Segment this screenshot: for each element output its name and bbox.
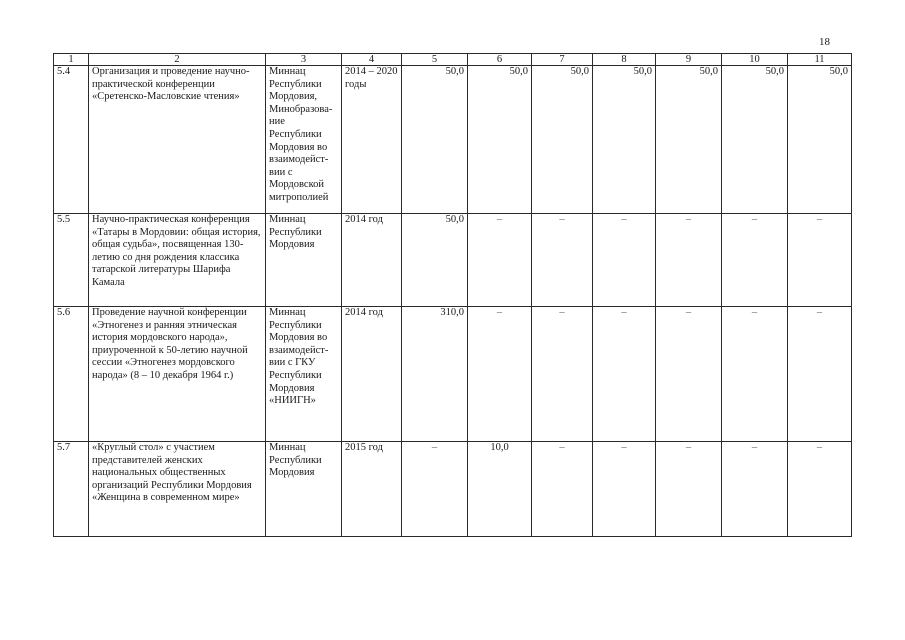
event-name: «Круглый стол» с участием представителей женских национальных общественных организаций Республики Мордовия «Женщина в современном мире» [89, 442, 266, 537]
header-cell: 9 [656, 54, 722, 66]
value-cell: 50,0 [593, 66, 656, 214]
event-name: Научно-практическая конференция «Татары в Мордовии: общая история, общая судьба», посвященная 130-летию со дня рождения классика татарской литературы Шарифа Камала [89, 214, 266, 307]
value-cell: 10,0 [468, 442, 532, 537]
period: 2014 год [342, 214, 402, 307]
table-row [54, 307, 852, 442]
period: 2014 год [342, 307, 402, 442]
value-cell: 50,0 [656, 66, 722, 214]
value-cell: – [532, 442, 593, 537]
header-cell: 8 [593, 54, 656, 66]
value-cell: – [722, 307, 788, 442]
value-cell: 50,0 [402, 214, 468, 307]
header-cell: 6 [468, 54, 532, 66]
value-cell: 50,0 [532, 66, 593, 214]
value-cell: – [656, 214, 722, 307]
header-row [54, 54, 852, 66]
value-cell: – [402, 442, 468, 537]
table-row [54, 214, 852, 307]
value-cell: – [532, 214, 593, 307]
value-cell: – [656, 307, 722, 442]
table-row [54, 66, 852, 214]
row-number: 5.7 [54, 442, 89, 537]
budget-table [53, 53, 852, 537]
event-name: Проведение научной конференции «Этногенез и ранняя этническая история мордовского народа», приуроченной к 50-летию научной сессии «Этногенез мордовского народа» (8 – 10 декабря 1964 г.) [89, 307, 266, 442]
value-cell: 50,0 [788, 66, 852, 214]
header-cell: 1 [54, 54, 89, 66]
value-cell: – [468, 307, 532, 442]
row-number: 5.6 [54, 307, 89, 442]
value-cell: – [593, 214, 656, 307]
event-name: Организация и проведение научно-практической конференции «Сретенско-Масловские чтения» [89, 66, 266, 214]
table-row [54, 442, 852, 537]
executor: Миннац Республики Мордовия во взаимодейст-вии с ГКУ Республики Мордовия «НИИГН» [266, 307, 342, 442]
value-cell: – [656, 442, 722, 537]
value-cell: 50,0 [468, 66, 532, 214]
value-cell: 50,0 [402, 66, 468, 214]
period: 2014 – 2020 годы [342, 66, 402, 214]
page-number: 18 [819, 36, 830, 48]
executor: Миннац Республики Мордовия [266, 214, 342, 307]
header-cell: 3 [266, 54, 342, 66]
value-cell: 50,0 [722, 66, 788, 214]
row-number: 5.4 [54, 66, 89, 214]
value-cell: – [468, 214, 532, 307]
period: 2015 год [342, 442, 402, 537]
value-cell: – [593, 442, 656, 537]
header-cell: 7 [532, 54, 593, 66]
value-cell: – [532, 307, 593, 442]
value-cell: – [722, 442, 788, 537]
header-cell: 4 [342, 54, 402, 66]
value-cell: – [593, 307, 656, 442]
value-cell: – [788, 307, 852, 442]
row-number: 5.5 [54, 214, 89, 307]
value-cell: – [788, 442, 852, 537]
value-cell: 310,0 [402, 307, 468, 442]
header-cell: 5 [402, 54, 468, 66]
executor: Миннац Республики Мордовия, Минобразова-ние Республики Мордовия во взаимодейст-вии с Мордовской митрополией [266, 66, 342, 214]
header-cell: 11 [788, 54, 852, 66]
header-cell: 10 [722, 54, 788, 66]
header-cell: 2 [89, 54, 266, 66]
value-cell: – [722, 214, 788, 307]
value-cell: – [788, 214, 852, 307]
executor: Миннац Республики Мордовия [266, 442, 342, 537]
